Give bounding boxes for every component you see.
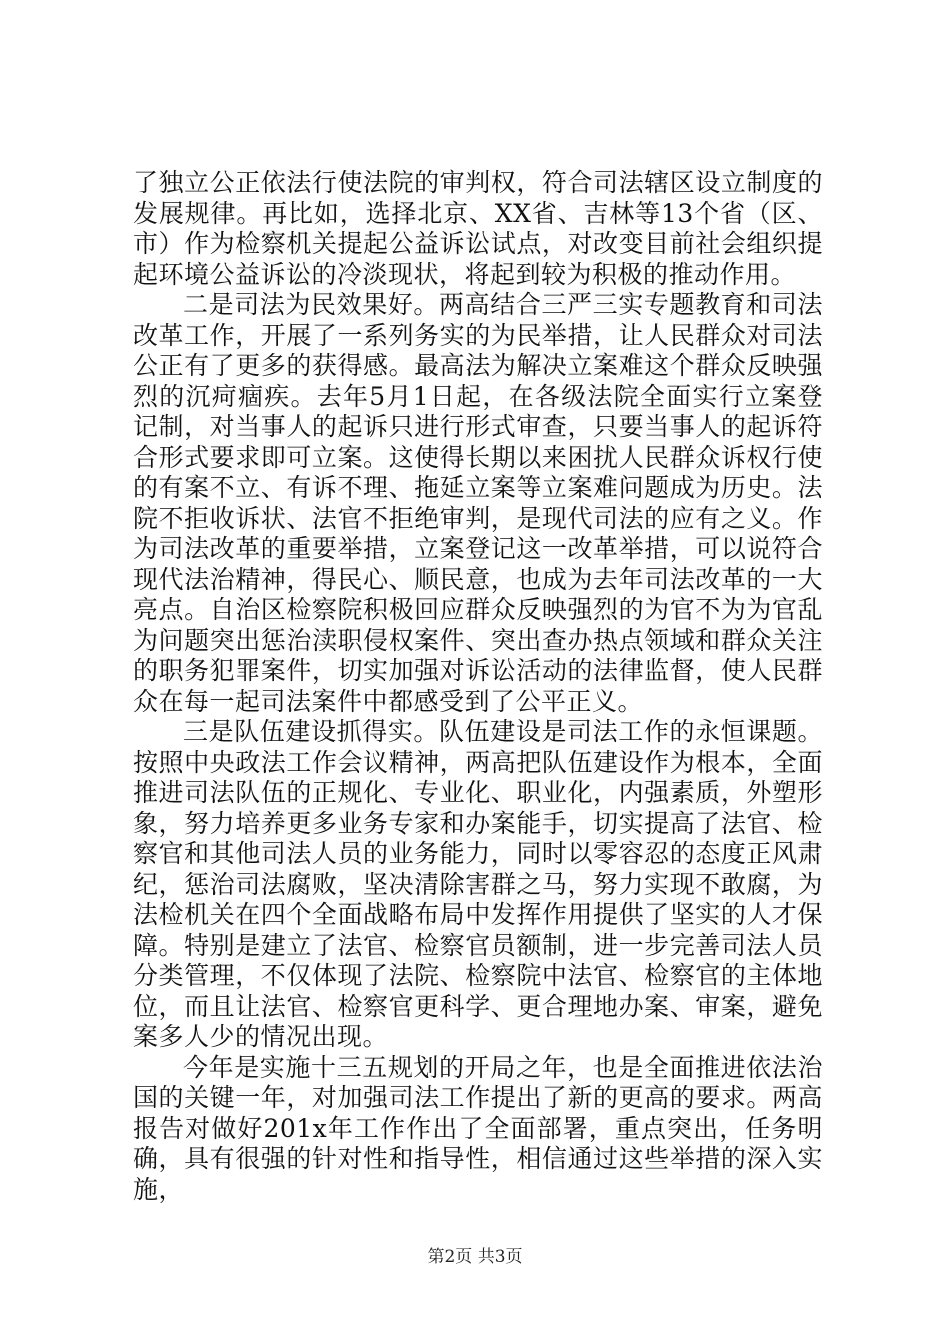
- document-body: [133, 168, 823, 1205]
- page-footer: 第2页 共3页: [427, 1247, 523, 1267]
- paragraph-3: 三是队伍建设抓得实。队伍建设是司法工作的永恒课题。按照中央政法工作会议精神，两高把队伍建设作为根本，全面推进司法队伍的正规化、专业化、职业化，内强素质，外塑形象，努力培养更多业务专家和办案能手，切实提高了法官、检察官和其他司法人员的业务能力，同时以零容忍的态度正风肃纪，惩治司法腐败，坚决清除害群之马，努力实现不敢腐，为法检机关在四个全面战略布局中发挥作用提供了坚实的人才保障。特别是建立了法官、检察官员额制，进一步完善司法人员分类管理，不仅体现了法院、检察院中法官、检察官的主体地位，而且让法官、检察官更科学、更合理地办案、审案，避免案多人少的情况出现。: [133, 717, 823, 1051]
- paragraph-1: 了独立公正依法行使法院的审判权，符合司法辖区设立制度的发展规律。再比如，选择北京、XX省、吉林等13个省（区、市）作为检察机关提起公益诉讼试点，对改变目前社会组织提起环境公益诉讼的冷淡现状，将起到较为积极的推动作用。: [133, 168, 823, 289]
- paragraph-2: 二是司法为民效果好。两高结合三严三实专题教育和司法改革工作，开展了一系列务实的为民举措，让人民群众对司法公正有了更多的获得感。最高法为解决立案难这个群众反映强烈的沉疴痼疾。去年5月1日起，在各级法院全面实行立案登记制，对当事人的起诉只进行形式审查，只要当事人的起诉符合形式要求即可立案。这使得长期以来困扰人民群众诉权行使的有案不立、有诉不理、拖延立案等立案难问题成为历史。法院不拒收诉状、法官不拒绝审判，是现代司法的应有之义。作为司法改革的重要举措，立案登记这一改革举措，可以说符合现代法治精神，得民心、顺民意，也成为去年司法改革的一大亮点。自治区检察院积极回应群众反映强烈的为官不为为官乱为问题突出惩治渎职侵权案件、突出查办热点领域和群众关注的职务犯罪案件，切实加强对诉讼活动的法律监督，使人民群众在每一起司法案件中都感受到了公平正义。: [133, 290, 823, 716]
- paragraph-4: 今年是实施十三五规划的开局之年，也是全面推进依法治国的关键一年，对加强司法工作提出了新的更高的要求。两高报告对做好201x年工作作出了全面部署，重点突出，任务明确，具有很强的针对性和指导性，相信通过这些举措的深入实施，: [133, 1052, 823, 1204]
